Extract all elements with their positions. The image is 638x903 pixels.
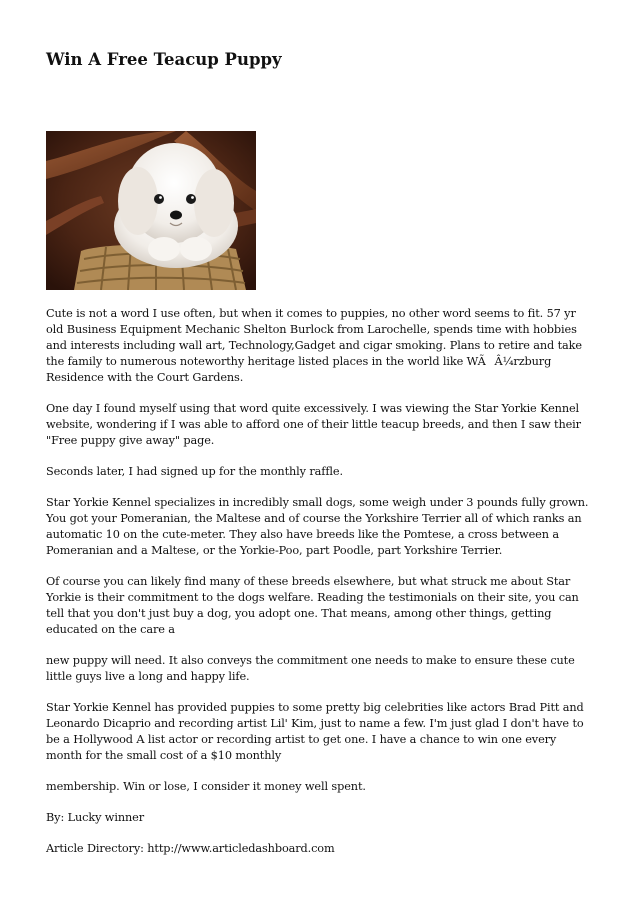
- puppy-photo: [46, 131, 256, 290]
- paragraph-commitment-continued: new puppy will need. It also conveys the commitment one needs to make to ensure these cute little guys live a long and happy life.: [46, 654, 575, 683]
- article-title: Win A Free Teacup Puppy: [46, 50, 282, 69]
- article-body: [46, 306, 594, 872]
- paragraph-found-myself: One day I found myself using that word quite excessively. I was viewing the Star Yorkie Kennel website, wondering if I was able to afford one of their little teacup breeds, and then I saw their "Free puppy give away" page.: [46, 402, 581, 447]
- paragraph-breeds: Star Yorkie Kennel specializes in incredibly small dogs, some weigh under 3 pounds fully grown. You got your Pomeranian, the Maltese and of course the Yorkshire Terrier all of which ranks an automatic 10 on the cute-meter. They also have breeds like the Pomtese, a cross between a Pomeranian and a Maltese, or the Yorkie-Poo, part Poodle, part Yorkshire Terrier.: [46, 496, 589, 557]
- paragraph-intro: Cute is not a word I use often, but when it comes to puppies, no other word seems to fit. 57 yr old Business Equipment Mechanic Shelton Burlock from Larochelle, spends time with hobbies and interests including wall art, Technology,Gadget and cigar smoking. Plans to retire and take the family to numerous noteworthy heritage listed places in the world like WÃÂ¼rzburg Residence with the Court Gardens.: [46, 307, 582, 384]
- paragraph-celebrities: Star Yorkie Kennel has provided puppies to some pretty big celebrities like actors Brad Pitt and Leonardo Dicaprio and recording artist Lil' Kim, just to name a few. I'm just glad I don't have to be a Hollywood A list actor or recording artist to get one. I have a chance to win one every month for the small cost of a $10 monthly: [46, 701, 584, 762]
- byline: By: Lucky winner: [46, 811, 145, 824]
- paragraph-membership: membership. Win or lose, I consider it money well spent.: [46, 780, 366, 793]
- paragraph-signed-up: Seconds later, I had signed up for the monthly raffle.: [46, 465, 343, 478]
- paragraph-commitment: Of course you can likely find many of these breeds elsewhere, but what struck me about Star Yorkie is their commitment to the dogs welfare. Reading the testimonials on their site, you can tell that you don't just buy a dog, you adopt one. That means, among other things, getting educated on the care a: [46, 575, 579, 636]
- article-directory: Article Directory: http://www.articledashboard.com: [46, 842, 335, 855]
